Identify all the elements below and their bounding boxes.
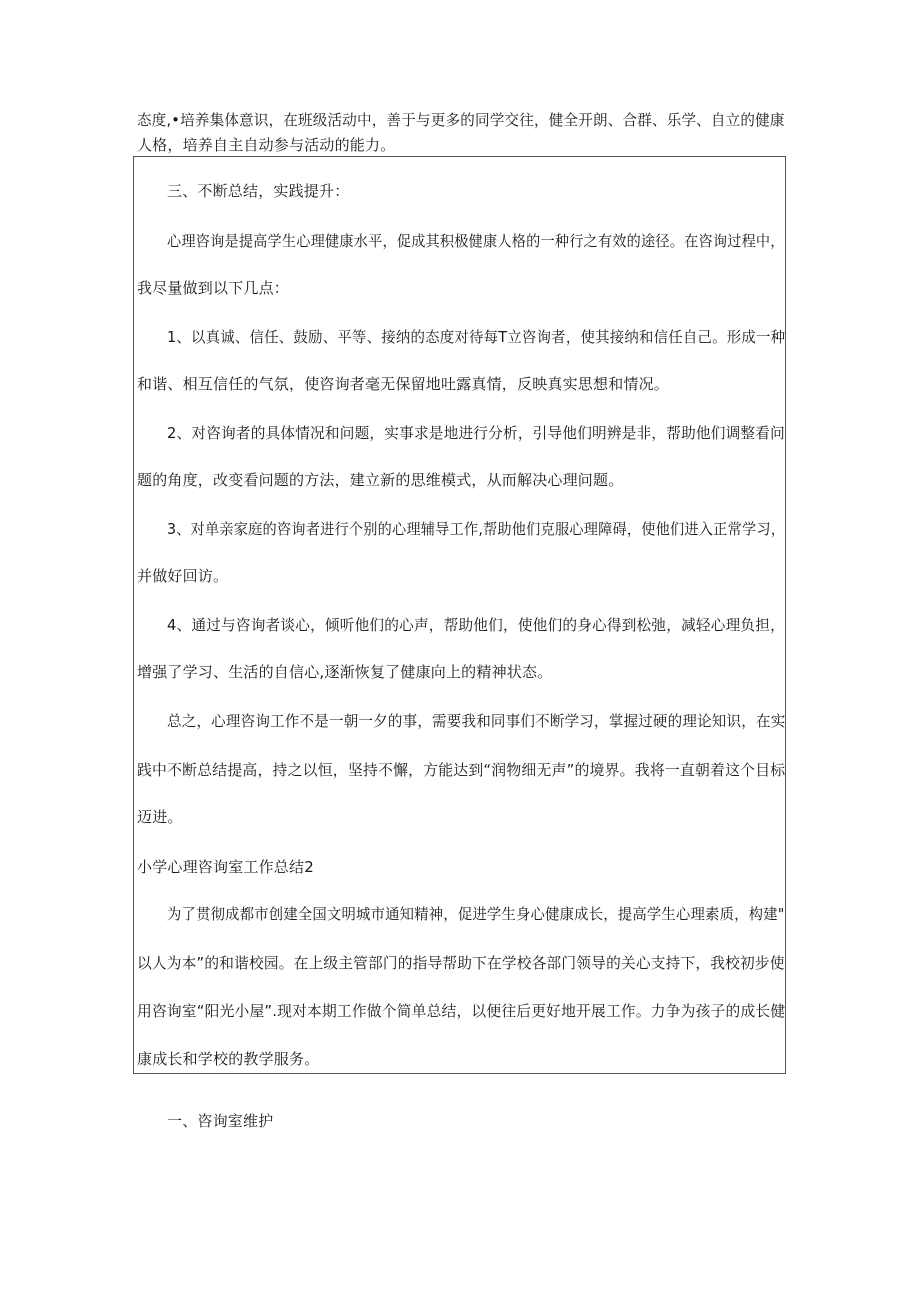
part-2-para-line-1: 为了贯彻成都市创建全国文明城市通知精神，促进学生身心健康成长，提高学生心理素质，构建" [167,905,785,923]
summary-line-2: 践中不断总结提高，持之以恒，坚持不懈，方能达到“润物细无声”的境界。我将一直朝着这个目标 [137,761,786,779]
intro-line-1: 态度,•培养集体意识，在班级活动中，善于与更多的同学交往，健全开朗、合群、乐学、自立的健康 [137,111,785,129]
part-2-para-line-2: 以人为本”的和谐校园。在上级主管部门的指导帮助下在学校各部门领导的关心支持下，我校初步使 [137,954,785,972]
intro-line-2: 人格，培养自主自动参与活动的能力。 [137,136,396,154]
part-2-para-line-4: 康成长和学校的教学服务。 [137,1050,320,1068]
part-2-title: 小学心理咨询室工作总结2 [137,858,314,876]
item-1-line-1: 1、以真诚、信任、鼓励、平等、接纳的态度对待每T立咨询者，使其接纳和信任自己。形成一种 [167,328,786,346]
item-1-line-2: 和谐、相互信任的气氛，使咨询者毫无保留地吐露真情，反映真实思想和情况。 [137,375,670,393]
para-consulting-line-1: 心理咨询是提高学生心理健康水平，促成其积极健康人格的一种行之有效的途径。在咨询过程中， [167,232,785,250]
item-3-line-1: 3、对单亲家庭的咨询者进行个别的心理辅导工作,帮助他们克服心理障碍，使他们进入正常学习， [167,520,786,538]
item-2-line-2: 题的角度，改变看问题的方法，建立新的思维模式，从而解决心理问题。 [137,471,624,489]
summary-line-3: 迈进。 [137,808,183,826]
summary-line-1: 总之，心理咨询工作不是一朝一夕的事，需要我和同事们不断学习，掌握过硬的理论知识，在实 [167,712,786,730]
item-3-line-2: 并做好回访。 [137,567,229,585]
item-2-line-1: 2、对咨询者的具体情况和问题，实事求是地进行分析，引导他们明辨是非，帮助他们调整看问 [167,424,785,442]
section-3-heading: 三、不断总结，实践提升： [167,182,350,200]
section-1-heading: 一、咨询室维护 [167,1112,274,1130]
part-2-para-line-3: 用咨询室“阳光小屋”.现对本期工作做个简单总结，以便往后更好地开展工作。力争为孩子的成长健 [137,1002,786,1020]
item-4-line-2: 增强了学习、生活的自信心,逐渐恢复了健康向上的精神状态。 [137,663,553,681]
para-consulting-line-2: 我尽量做到以下几点： [137,279,290,297]
item-4-line-1: 4、通过与咨询者谈心，倾听他们的心声，帮助他们，使他们的身心得到松弛，减轻心理负担， [167,616,785,634]
